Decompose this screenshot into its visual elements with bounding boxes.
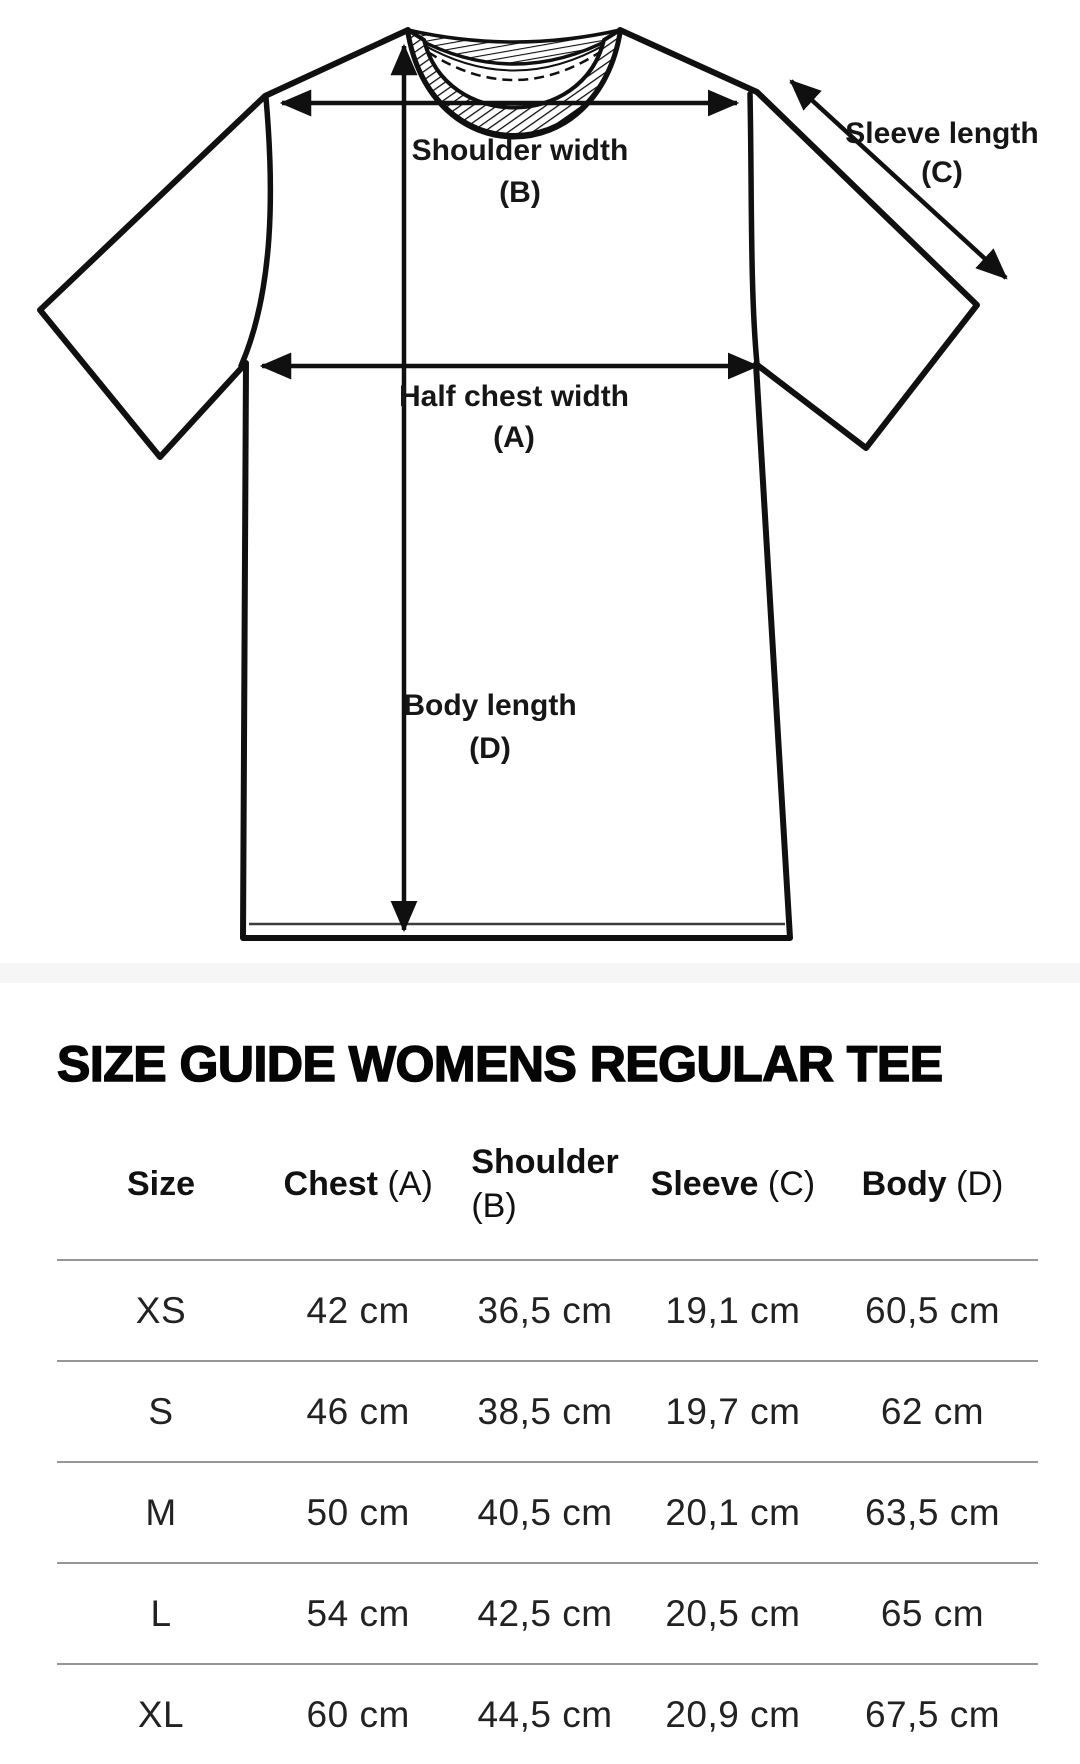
sleeve-length-letter: (C) (921, 156, 963, 189)
row-size-label: XS (135, 1289, 187, 1331)
row-sleeve-value: 20,9 cm (665, 1693, 801, 1735)
row-chest-value: 46 cm (306, 1390, 410, 1432)
row-shoulder-value: 44,5 cm (477, 1693, 613, 1735)
header-shoulder: Shoulder (B) (471, 1142, 619, 1225)
row-size-label: M (145, 1491, 177, 1533)
shoulder-width-label: Shoulder width (411, 134, 629, 167)
table-row-s (57, 1360, 1038, 1461)
row-chest-value: 50 cm (306, 1491, 410, 1533)
row-shoulder-value: 38,5 cm (477, 1390, 613, 1432)
table-row-xs (57, 1259, 1038, 1360)
header-body: Body (D) (861, 1164, 1004, 1203)
header-size: Size (126, 1164, 195, 1203)
row-shoulder-value: 36,5 cm (477, 1289, 613, 1331)
row-sleeve-value: 20,5 cm (665, 1592, 801, 1634)
row-sleeve-value: 19,1 cm (665, 1289, 801, 1331)
row-chest-value: 42 cm (306, 1289, 410, 1331)
row-body-value: 63,5 cm (864, 1491, 1001, 1533)
section-divider-band (0, 963, 1080, 983)
header-chest: Chest (A) (283, 1164, 433, 1203)
size-table-header-row (57, 1088, 1038, 1259)
row-shoulder-value: 40,5 cm (477, 1491, 613, 1533)
shoulder-width-letter: (B) (499, 176, 541, 209)
size-table (57, 1088, 1038, 1764)
row-body-value: 62 cm (880, 1390, 985, 1432)
row-size-label: S (148, 1390, 174, 1432)
header-sleeve: Sleeve (C) (650, 1164, 816, 1203)
row-chest-value: 60 cm (306, 1693, 410, 1735)
row-body-value: 60,5 cm (864, 1289, 1001, 1331)
page-title: SIZE GUIDE WOMENS REGULAR TEE (57, 1036, 943, 1092)
table-row-l (57, 1562, 1038, 1663)
sleeve-length-label: Sleeve length (845, 117, 1039, 150)
row-shoulder-value: 42,5 cm (477, 1592, 613, 1634)
row-body-value: 67,5 cm (864, 1693, 1001, 1735)
half-chest-width-letter: (A) (493, 421, 535, 454)
table-row-xl (57, 1663, 1038, 1764)
table-row-m (57, 1461, 1038, 1562)
row-sleeve-value: 19,7 cm (665, 1390, 801, 1432)
row-body-value: 65 cm (880, 1592, 985, 1634)
row-sleeve-value: 20,1 cm (665, 1491, 801, 1533)
half-chest-width-label: Half chest width (398, 380, 630, 413)
body-length-letter: (D) (469, 732, 511, 765)
size-guide-section (0, 1036, 1080, 1764)
row-size-label: XL (137, 1693, 185, 1735)
row-size-label: L (150, 1592, 172, 1634)
body-length-label: Body length (403, 689, 577, 722)
row-chest-value: 54 cm (306, 1592, 410, 1634)
